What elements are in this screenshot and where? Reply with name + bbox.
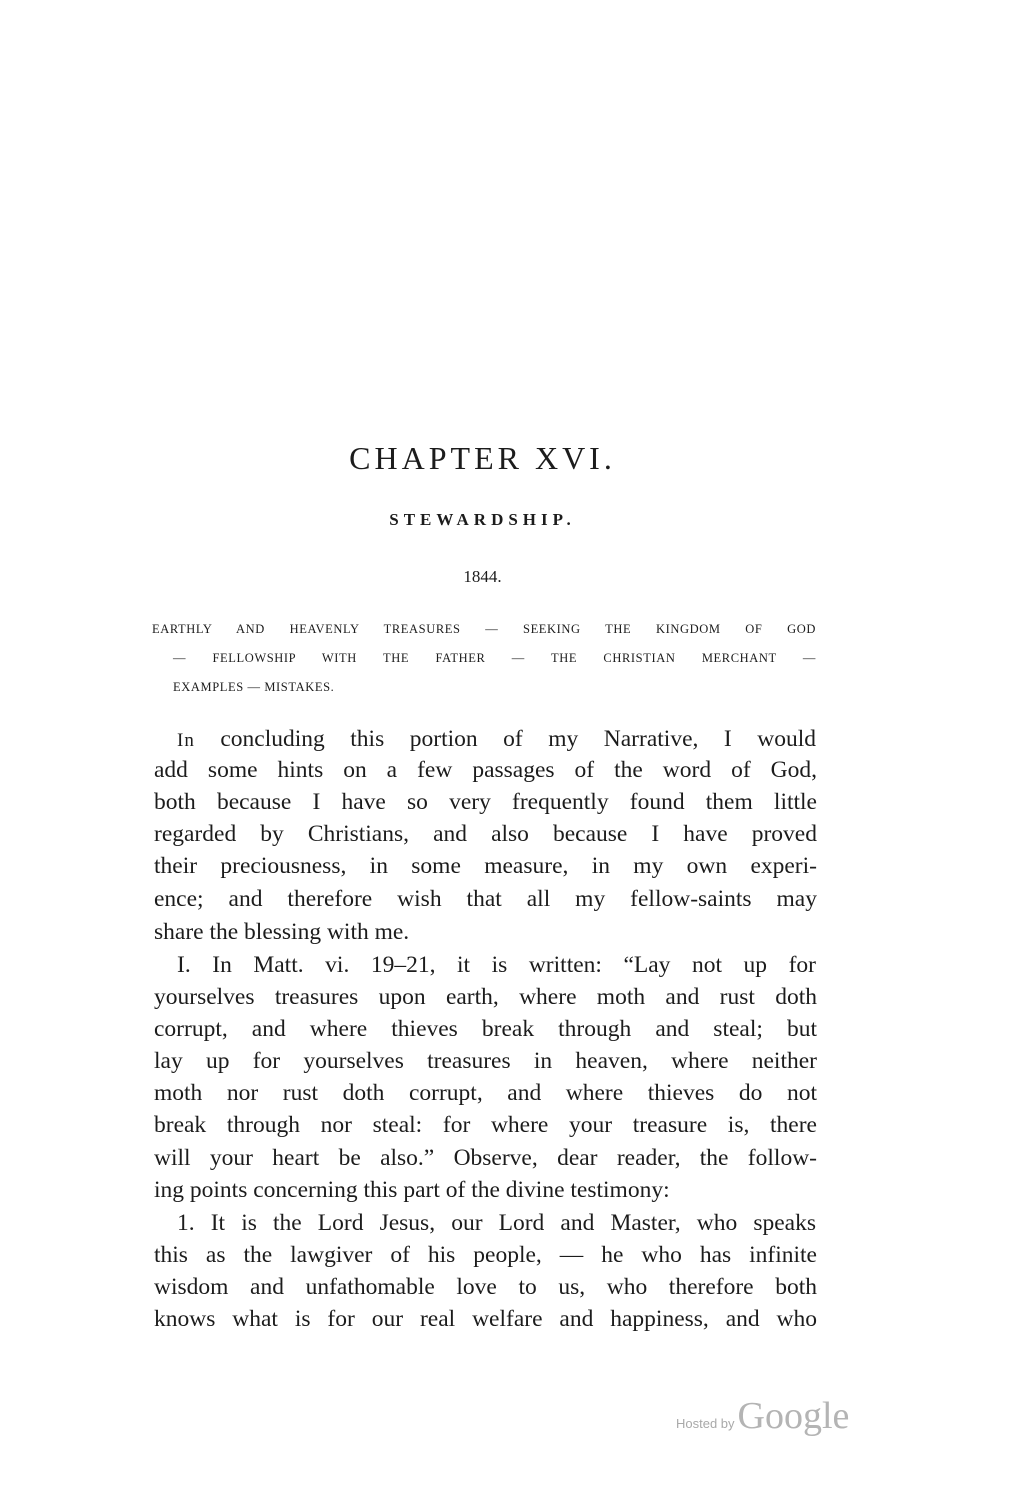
chapter-summary-line: EARTHLY AND HEAVENLY TREASURES — SEEKING THE KINGDOM OF GOD xyxy=(152,622,816,636)
body-text-line: regarded by Christians, and also because I have proved xyxy=(154,821,817,847)
body-text-line: moth nor rust doth corrupt, and where thieves do not xyxy=(154,1080,817,1106)
body-text-line: lay up for yourselves treasures in heaven, where neither xyxy=(154,1048,817,1074)
body-text-line: will your heart be also.” Observe, dear reader, the follow- xyxy=(154,1145,817,1171)
chapter-title: CHAPTER XVI. xyxy=(349,440,616,476)
google-watermark xyxy=(676,1394,849,1438)
google-logo: Google xyxy=(737,1395,850,1437)
chapter-summary-line: EXAMPLES — MISTAKES. xyxy=(173,680,335,694)
chapter-subtitle: STEWARDSHIP. xyxy=(389,510,576,529)
body-text-line: wisdom and unfathomable love to us, who therefore both xyxy=(154,1274,817,1300)
body-text-line: their preciousness, in some measure, in my own experi- xyxy=(154,853,817,879)
body-text-line: yourselves treasures upon earth, where moth and rust doth xyxy=(154,984,817,1010)
body-text-line: ing points concerning this part of the divine testimony: xyxy=(154,1177,670,1203)
chapter-year: 1844. xyxy=(463,567,502,586)
body-text-line: In concluding this portion of my Narrative, I would xyxy=(177,726,816,752)
hosted-by-label: Hosted by xyxy=(676,1416,735,1431)
body-text-line: break through nor steal: for where your treasure is, there xyxy=(154,1112,817,1138)
body-text-line: share the blessing with me. xyxy=(154,919,410,945)
body-text-line: knows what is for our real welfare and happiness, and who xyxy=(154,1306,817,1332)
body-text-line: add some hints on a few passages of the word of God, xyxy=(154,757,817,783)
chapter-summary-line: — FELLOWSHIP WITH THE FATHER — THE CHRISTIAN MERCHANT — xyxy=(173,651,816,665)
body-text-line: ence; and therefore wish that all my fellow-saints may xyxy=(154,886,817,912)
body-text-line: both because I have so very frequently found them little xyxy=(154,789,817,815)
body-text-line: this as the lawgiver of his people, — he who has infinite xyxy=(154,1242,817,1268)
body-text-line: corrupt, and where thieves break through and steal; but xyxy=(154,1016,817,1042)
drop-cap: In xyxy=(177,730,195,751)
body-text-line: 1. It is the Lord Jesus, our Lord and Master, who speaks xyxy=(177,1210,816,1236)
body-text-line: I. In Matt. vi. 19–21, it is written: “Lay not up for xyxy=(177,952,816,978)
